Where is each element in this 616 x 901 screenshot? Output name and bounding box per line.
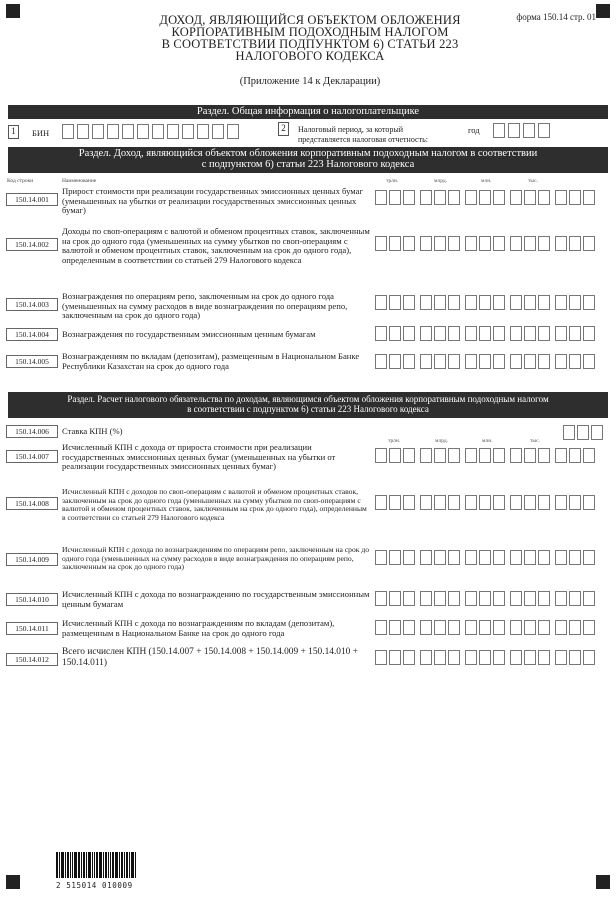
row-code-003: 150.14.003 <box>6 298 58 311</box>
digit-group-tys-2: тыс. <box>530 438 540 444</box>
row-code-006: 150.14.006 <box>6 425 58 438</box>
row-desc-004: Вознаграждения по государственным эмиссионным ценным бумагам <box>62 329 316 339</box>
section-income-title-1: Раздел. Доход, являющийся объектом обложения корпоративным подоходным налогом в соответствии <box>78 148 538 159</box>
section-general-header: Раздел. Общая информация о налогоплательщике <box>8 105 608 119</box>
row-desc-005: Вознаграждениям по вкладам (депозитам), размещенным в Национальном Банке Республики Казахстан на срок до одного года <box>62 351 360 371</box>
row-code-011: 150.14.011 <box>6 622 58 635</box>
row-desc-009: Исчисленный КПН с дохода по вознаграждениям по операциям репо, заключенным на срок до одного года (уменьшенных на сумму расходов в виде вознаграждения по операциям репо, заключенным на срок до одного года) <box>62 545 370 572</box>
section-income-header <box>8 147 608 173</box>
registration-mark-top-right <box>596 4 610 18</box>
amount-cells-009[interactable] <box>375 550 595 565</box>
digit-group-mln: млн. <box>481 178 492 184</box>
amount-cells-008[interactable] <box>375 495 595 510</box>
amount-cells-002[interactable] <box>375 236 595 251</box>
row-desc-010: Исчисленный КПН с дохода по вознаграждению по государственным эмиссионным ценным бумагам <box>62 589 370 609</box>
registration-mark-top-left <box>6 4 20 18</box>
amount-cells-007[interactable] <box>375 448 595 463</box>
row-code-004: 150.14.004 <box>6 328 58 341</box>
year-input-cells[interactable] <box>493 123 550 138</box>
row-code-001: 150.14.001 <box>6 193 58 206</box>
title-line: В СООТВЕТСТВИИ ПОДПУНКТОМ 6) СТАТЬИ 223 <box>161 37 459 51</box>
title-line: НАЛОГОВОГО КОДЕКСА <box>235 49 385 63</box>
row-desc-012: Всего исчислен КПН (150.14.007 + 150.14.008 + 150.14.009 + 150.14.010 + 150.14.011) <box>62 647 358 668</box>
title-line: ДОХОД, ЯВЛЯЮЩИЙСЯ ОБЪЕКТОМ ОБЛОЖЕНИЯ <box>159 13 461 27</box>
amount-cells-004[interactable] <box>375 326 595 341</box>
section-income-title-2: с подпунктом 6) статьи 223 Налогового кодекса <box>201 159 415 170</box>
registration-mark-bottom-right <box>596 875 610 889</box>
row-code-005: 150.14.005 <box>6 355 58 368</box>
row-desc-007: Исчисленный КПН с дохода от прироста стоимости при реализации государственных эмиссионных ценных бумаг (уменьшенных на убытки от реализации государственных эмиссионных ценных бумаг) <box>62 442 336 472</box>
section-tax-calc-header <box>8 392 608 418</box>
row-code-012: 150.14.012 <box>6 653 58 666</box>
bin-input-cells[interactable] <box>62 124 239 139</box>
row-code-002: 150.14.002 <box>6 238 58 251</box>
row-desc-008: Исчисленный КПН с доходов по своп-операциям с валютой и обменом процентных ставок, заключенным на срок до одного года (уменьшенных на сумму убытков по своп-операциям с валютой и обменом процентных ставок, заключенным на срок до одного года), определенным в соответствии со статьей 279 Налогового кодекса <box>62 487 367 523</box>
row-desc-011: Исчисленный КПН с дохода по вознаграждениям по вкладам (депозитам), размещенным в Национальном Банке на срок до одного года <box>62 618 335 638</box>
registration-mark-bottom-left <box>6 875 20 889</box>
digit-group-mlrd-2: млрд. <box>435 438 449 444</box>
amount-cells-011[interactable] <box>375 620 595 635</box>
row-desc-006: Ставка КПН (%) <box>62 426 123 436</box>
row-desc-003: Вознаграждения по операциям репо, заключенным на срок до одного года (уменьшенных на сумму расходов в виде вознаграждения по операциям репо, заключенным на срок до одного года) <box>62 291 348 321</box>
row-code-009: 150.14.009 <box>6 553 58 566</box>
form-title <box>120 14 500 62</box>
row-desc-001: Прирост стоимости при реализации государственных эмиссионных ценных бумаг (уменьшенных на убытки от реализации государственных эмиссионных ценных бумаг) <box>62 186 363 216</box>
row-code-007: 150.14.007 <box>6 450 58 463</box>
field-number-2: 2 <box>278 122 289 136</box>
form-number: форма 150.14 стр. 01 <box>516 12 596 22</box>
digit-group-mln-2: млн. <box>482 438 493 444</box>
section-tax-title-2: в соответствии с подпунктом 6) статьи 223 Налогового кодекса <box>187 404 429 414</box>
barcode-number: 2 515014 010009 <box>56 881 133 890</box>
year-label: год <box>468 125 480 135</box>
digit-group-trln: трлн. <box>386 178 399 184</box>
section-tax-title-1: Раздел. Расчет налогового обязательства по доходам, являющимся объектом обложения корпоративным подоходным налогом <box>67 394 549 404</box>
amount-cells-010[interactable] <box>375 591 595 606</box>
col-code-header: Код строки <box>7 178 34 184</box>
field-number-1: 1 <box>8 125 19 139</box>
bin-label: БИН <box>32 128 50 138</box>
col-name-header: Наименование <box>62 178 97 184</box>
row-code-008: 150.14.008 <box>6 497 58 510</box>
digit-group-trln-2: трлн. <box>388 438 401 444</box>
title-line: КОРПОРАТИВНЫМ ПОДОХОДНЫМ НАЛОГОМ <box>171 25 449 39</box>
amount-cells-012[interactable] <box>375 650 595 665</box>
amount-cells-001[interactable] <box>375 190 595 205</box>
form-subtitle: (Приложение 14 к Декларации) <box>239 76 381 87</box>
tax-period-label: Налоговый период, за который представляется налоговая отчетность: <box>298 125 428 144</box>
rate-input-cells[interactable] <box>563 425 603 440</box>
amount-cells-003[interactable] <box>375 295 595 310</box>
row-code-010: 150.14.010 <box>6 593 58 606</box>
digit-group-mlrd: млрд. <box>434 178 448 184</box>
amount-cells-005[interactable] <box>375 354 595 369</box>
digit-group-tys: тыс. <box>528 178 538 184</box>
row-desc-002: Доходы по своп-операциям с валютой и обменом процентных ставок, заключенным на срок до одного года (уменьшенных на сумму убытков по своп-операциям с валютой и обменом процентных ставок, заключенным на срок до одного года), определенным в соответствии со статьей 279 Налогового кодекса <box>62 226 370 265</box>
barcode-image <box>56 852 148 878</box>
